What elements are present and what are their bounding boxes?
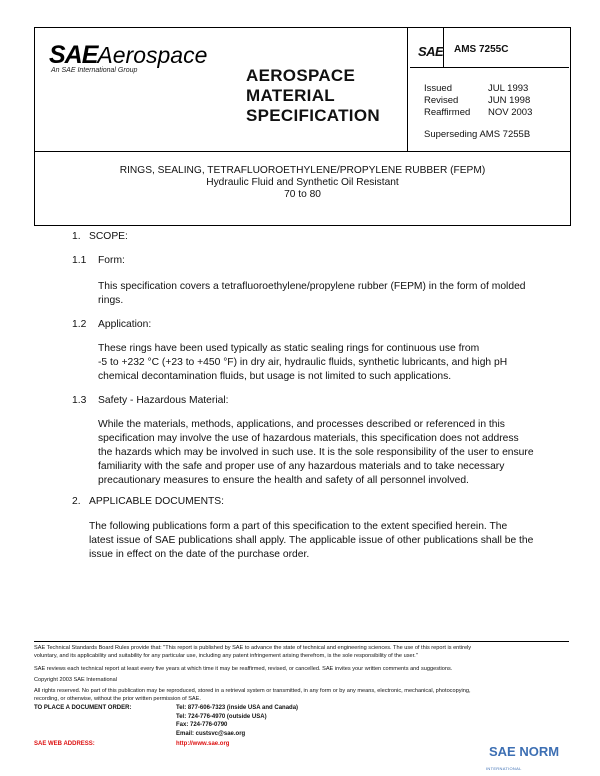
text-line: the hazards which may be involved in such use. It is the sole responsibility of the user to ensure <box>98 447 534 458</box>
footer-line: voluntary, and its applicability and suitability for any particular use, including any patent infringement arising therefrom, is the sole responsibility of the user." <box>34 652 418 659</box>
date-label: Reaffirmed <box>424 107 471 118</box>
contact-line: Tel: 724-776-4970 (outside USA) <box>176 713 267 720</box>
title-line-1: AEROSPACE <box>246 66 356 85</box>
sae-norm-subtitle: INTERNATIONAL <box>486 766 522 771</box>
date-row-reaffirmed <box>424 107 532 119</box>
date-label: Revised <box>424 95 459 106</box>
sae-small-logo: SAE <box>418 44 444 59</box>
section-1-1-number: 1.1 <box>72 255 87 266</box>
sae-norm-text: SAE NORM <box>489 744 560 759</box>
section-1-title: SCOPE: <box>89 231 128 242</box>
section-1-1-title: Form: <box>98 255 125 266</box>
header-divider-1 <box>407 28 408 151</box>
footer-rules <box>34 645 579 661</box>
footer-review: SAE reviews each technical report at least every five years at which time it may be reaffirmed, revised, or cancelled. SAE invites your written comments and suggestions. <box>34 666 453 672</box>
dates-block <box>424 83 532 119</box>
date-value: NOV 2003 <box>488 107 533 118</box>
logo-aerospace: Aerospace <box>97 42 208 68</box>
date-value: JUN 1998 <box>488 95 531 106</box>
section-2-title: APPLICABLE DOCUMENTS: <box>89 496 225 507</box>
text-line: These rings have been used typically as static sealing rings for continuous use from <box>98 343 480 354</box>
sae-norm-logo <box>486 743 559 761</box>
section-2-number: 2. <box>72 496 81 507</box>
footer-line: SAE Technical Standards Board Rules provide that: "This report is published by SAE to advance the state of technical and engineering sciences. The use of this report is entirely <box>34 645 472 651</box>
web-address-label: SAE WEB ADDRESS: <box>34 741 95 747</box>
order-label: TO PLACE A DOCUMENT ORDER: <box>34 705 132 711</box>
superseding-note: Superseding AMS 7255B <box>424 129 531 140</box>
text-line: latest issue of SAE publications shall apply. The applicable issue of other publications shall be the <box>89 535 534 546</box>
section-1-number: 1. <box>72 231 81 242</box>
text-line: While the materials, methods, applications, and processes described or referenced in this <box>98 419 505 430</box>
date-row-issued <box>424 83 532 95</box>
sae-aerospace-logo <box>49 41 207 70</box>
text-line: The following publications form a part of this specification to the extent specified herein. The <box>89 521 508 532</box>
date-row-revised <box>424 95 532 107</box>
doc-title-line-2: Hydraulic Fluid and Synthetic Oil Resistant <box>206 177 399 188</box>
contact-line: Tel: 877-606-7323 (inside USA and Canada) <box>176 705 299 711</box>
section-1-3-title: Safety - Hazardous Material: <box>98 395 229 406</box>
text-line: precautionary measures to ensure the health and safety of all personnel involved. <box>98 475 469 486</box>
footer-line: All rights reserved. No part of this publication may be reproduced, stored in a retrieval system or transmitted, in any form or by any means, electronic, mechanical, photocopying, <box>34 688 471 694</box>
section-2-body <box>89 520 533 562</box>
section-1-2-body <box>98 342 507 384</box>
section-1-3-body <box>98 418 534 488</box>
text-line: familiarity with the safe and proper use of any hazardous materials and to take necessary <box>98 461 505 472</box>
text-line: specification may involve the use of hazardous materials, this specification does not address <box>98 433 519 444</box>
contact-block <box>176 704 298 738</box>
contact-line: Email: custsvc@sae.org <box>176 730 246 737</box>
footer-line: recording, or otherwise, without the prior written permission of SAE. <box>34 695 201 702</box>
section-1-3-number: 1.3 <box>72 395 87 406</box>
doc-type-title <box>246 66 380 126</box>
text-line: issue in effect on the date of the purchase order. <box>89 549 310 560</box>
title-line-3: SPECIFICATION <box>246 106 380 125</box>
section-1-2-number: 1.2 <box>72 319 87 330</box>
contact-line: Fax: 724-776-0790 <box>176 722 228 729</box>
text-line: rings. <box>98 295 124 306</box>
web-address-link[interactable]: http://www.sae.org <box>176 741 230 747</box>
date-value: JUL 1993 <box>488 83 529 94</box>
header-hline <box>410 67 569 68</box>
text-line: chemical decontamination fluids, but usage is not limited to such applications. <box>98 371 452 382</box>
ams-number: AMS 7255C <box>454 44 509 55</box>
title-line-2: MATERIAL <box>246 86 335 105</box>
section-1-1-body <box>98 280 526 308</box>
doc-title-line-1: RINGS, SEALING, TETRAFLUOROETHYLENE/PROPYLENE RUBBER (FEPM) <box>119 165 486 176</box>
footer-copyright: Copyright 2003 SAE International <box>34 677 118 683</box>
doc-title-line-3: 70 to 80 <box>284 189 321 200</box>
footer-rights <box>34 688 579 704</box>
date-label: Issued <box>424 83 452 94</box>
footer-rule <box>34 641 569 642</box>
logo-subtitle: An SAE International Group <box>51 67 138 74</box>
text-line: This specification covers a tetrafluoroethylene/propylene rubber (FEPM) in the form of molded <box>98 281 526 292</box>
logo-sae: SAE <box>49 41 98 69</box>
text-line: -5 to +232 °C (+23 to +450 °F) in dry air, hydraulic fluids, synthetic lubricants, and high pH <box>98 357 508 368</box>
section-1-2-title: Application: <box>98 319 152 330</box>
